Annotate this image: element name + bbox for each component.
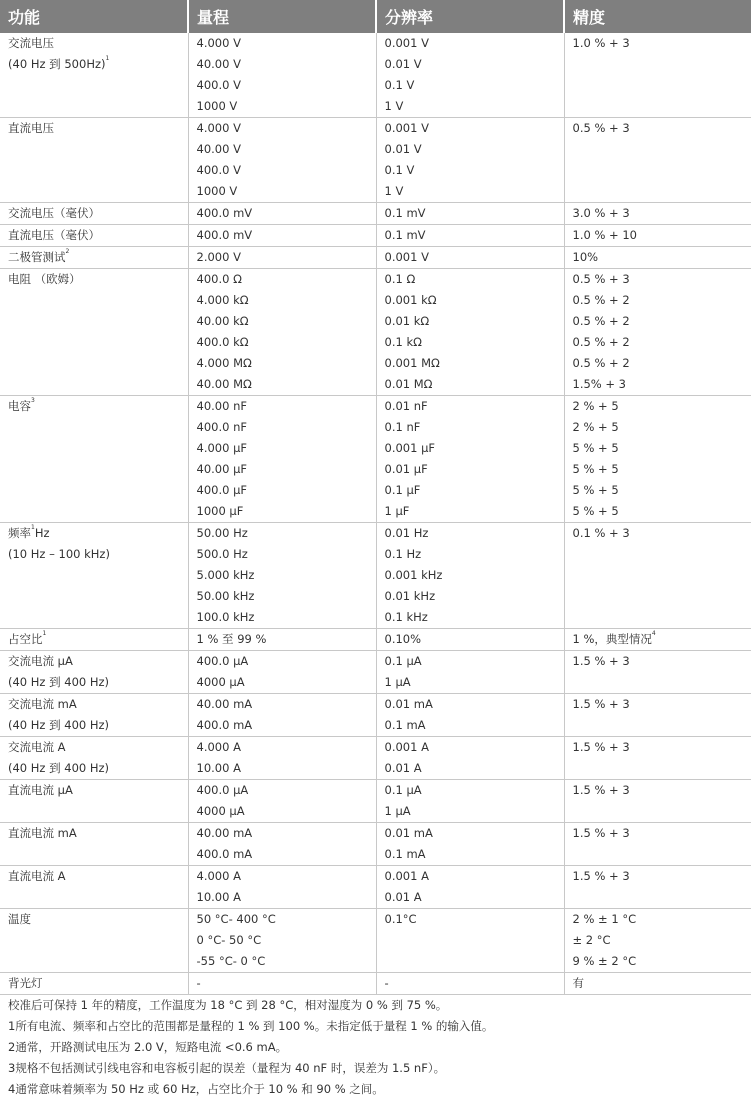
range-value: 400.0 μA <box>197 780 376 801</box>
accuracy-value: 0.5 % + 2 <box>573 353 751 374</box>
function-cell <box>0 780 188 823</box>
resolution-value: 0.001 kHz <box>385 565 564 586</box>
function-value: 直流电流 mA <box>8 823 188 844</box>
table-row <box>0 225 751 247</box>
table-row <box>0 909 751 973</box>
accuracy-value: 5 % + 5 <box>573 438 751 459</box>
range-value: 5.000 kHz <box>197 565 376 586</box>
range-value: 400.0 V <box>197 160 376 181</box>
header-range: 量程 <box>188 0 376 33</box>
resolution-value: 0.01 V <box>385 54 564 75</box>
function-cell <box>0 694 188 737</box>
function-cell <box>0 973 188 995</box>
resolution-value: 1 μF <box>385 501 564 522</box>
range-value: 400.0 μF <box>197 480 376 501</box>
resolution-value: 0.01 nF <box>385 396 564 417</box>
resolution-value: 0.01 Hz <box>385 523 564 544</box>
function-cell <box>0 909 188 973</box>
function-cell <box>0 225 188 247</box>
resolution-value: 0.1 mA <box>385 844 564 865</box>
resolution-cell <box>376 33 564 118</box>
resolution-value: 0.001 V <box>385 118 564 139</box>
footnote: 2通常，开路测试电压为 2.0 V，短路电流 <0.6 mA。 <box>8 1037 751 1058</box>
table-row <box>0 33 751 118</box>
resolution-value: 0.01 kHz <box>385 586 564 607</box>
range-value: 50.00 kHz <box>197 586 376 607</box>
range-value: - <box>197 973 376 994</box>
function-value: 交流电流 μA <box>8 651 188 672</box>
range-cell <box>188 866 376 909</box>
function-value: 直流电压（毫伏） <box>8 225 188 246</box>
resolution-cell <box>376 823 564 866</box>
function-value: 背光灯 <box>8 973 188 994</box>
resolution-value: 1 V <box>385 96 564 117</box>
resolution-cell <box>376 909 564 973</box>
function-value: (10 Hz – 100 kHz) <box>8 544 188 565</box>
range-value: 400.0 V <box>197 75 376 96</box>
accuracy-value: 10% <box>573 247 751 268</box>
range-value: 400.0 kΩ <box>197 332 376 353</box>
resolution-value: 0.001 μF <box>385 438 564 459</box>
table-row <box>0 629 751 651</box>
function-cell <box>0 629 188 651</box>
accuracy-cell <box>564 118 751 203</box>
range-value: 4.000 V <box>197 118 376 139</box>
range-value: 40.00 μF <box>197 459 376 480</box>
range-value: 4.000 A <box>197 866 376 887</box>
spec-body <box>0 33 751 995</box>
table-row <box>0 269 751 396</box>
function-cell <box>0 203 188 225</box>
resolution-value: 0.1 mA <box>385 715 564 736</box>
table-row <box>0 247 751 269</box>
range-value: 400.0 mA <box>197 844 376 865</box>
accuracy-value: 0.5 % + 2 <box>573 332 751 353</box>
accuracy-value: 1.5 % + 3 <box>573 694 751 715</box>
resolution-cell <box>376 269 564 396</box>
table-row <box>0 396 751 523</box>
footnote: 1所有电流、频率和占空比的范围都是量程的 1 % 到 100 %。未指定低于量程 1 % 的输入值。 <box>8 1016 751 1037</box>
accuracy-cell <box>564 203 751 225</box>
range-cell <box>188 737 376 780</box>
function-value: 频率$^1$Hz <box>8 523 188 544</box>
function-cell <box>0 823 188 866</box>
range-value: -55 °C- 0 °C <box>197 951 376 972</box>
accuracy-value: 0.5 % + 2 <box>573 290 751 311</box>
range-value: 100.0 kHz <box>197 607 376 628</box>
function-cell <box>0 247 188 269</box>
function-value: 温度 <box>8 909 188 930</box>
footnote: 3规格不包括测试引线电容和电容板引起的误差（量程为 40 nF 时，误差为 1.5 nF）。 <box>8 1058 751 1079</box>
resolution-value: 0.1 V <box>385 160 564 181</box>
range-cell <box>188 823 376 866</box>
accuracy-value: 5 % + 5 <box>573 459 751 480</box>
accuracy-value: 1 %，典型情况$^4$ <box>573 629 751 650</box>
table-row <box>0 651 751 694</box>
range-value: 40.00 MΩ <box>197 374 376 395</box>
accuracy-value: 1.5 % + 3 <box>573 823 751 844</box>
table-row <box>0 694 751 737</box>
footnote: 校准后可保持 1 年的精度，工作温度为 18 °C 到 28 °C，相对湿度为 0 % 到 75 %。 <box>8 995 751 1016</box>
function-value: 电容$^3$ <box>8 396 188 417</box>
accuracy-value: 1.5 % + 3 <box>573 651 751 672</box>
accuracy-value: 2 % + 5 <box>573 396 751 417</box>
function-cell <box>0 737 188 780</box>
range-value: 4.000 μF <box>197 438 376 459</box>
resolution-cell <box>376 973 564 995</box>
accuracy-value: 0.5 % + 3 <box>573 118 751 139</box>
range-value: 4.000 V <box>197 33 376 54</box>
header-resolution: 分辨率 <box>376 0 564 33</box>
accuracy-value: 1.5 % + 3 <box>573 780 751 801</box>
table-row <box>0 823 751 866</box>
resolution-cell <box>376 396 564 523</box>
range-cell <box>188 651 376 694</box>
range-value: 400.0 μA <box>197 651 376 672</box>
resolution-cell <box>376 523 564 629</box>
resolution-cell <box>376 203 564 225</box>
resolution-value: - <box>385 973 564 994</box>
resolution-value: 1 μA <box>385 672 564 693</box>
accuracy-value: 0.5 % + 3 <box>573 269 751 290</box>
resolution-value: 0.1 μF <box>385 480 564 501</box>
resolution-value: 0.001 V <box>385 247 564 268</box>
function-value: 交流电流 mA <box>8 694 188 715</box>
function-cell <box>0 396 188 523</box>
range-value: 40.00 nF <box>197 396 376 417</box>
function-cell <box>0 866 188 909</box>
function-value: (40 Hz 到 500Hz)$^1$ <box>8 54 188 75</box>
range-value: 1000 V <box>197 96 376 117</box>
resolution-cell <box>376 866 564 909</box>
range-value: 400.0 mV <box>197 225 376 246</box>
table-row <box>0 118 751 203</box>
resolution-value: 0.1 kΩ <box>385 332 564 353</box>
function-cell <box>0 33 188 118</box>
range-value: 10.00 A <box>197 758 376 779</box>
resolution-cell <box>376 694 564 737</box>
range-value: 500.0 Hz <box>197 544 376 565</box>
function-cell <box>0 523 188 629</box>
accuracy-value: 5 % + 5 <box>573 480 751 501</box>
range-value: 1000 V <box>197 181 376 202</box>
accuracy-value: 5 % + 5 <box>573 501 751 522</box>
function-value: 直流电压 <box>8 118 188 139</box>
resolution-cell <box>376 225 564 247</box>
accuracy-value: 有 <box>573 973 751 994</box>
range-value: 40.00 mA <box>197 823 376 844</box>
resolution-value: 0.1 V <box>385 75 564 96</box>
accuracy-value: 1.5 % + 3 <box>573 866 751 887</box>
accuracy-cell <box>564 973 751 995</box>
function-value: (40 Hz 到 400 Hz) <box>8 715 188 736</box>
resolution-cell <box>376 629 564 651</box>
range-value: 50 °C- 400 °C <box>197 909 376 930</box>
header-function: 功能 <box>0 0 188 33</box>
resolution-value: 0.001 V <box>385 33 564 54</box>
accuracy-cell <box>564 737 751 780</box>
range-cell <box>188 909 376 973</box>
function-value: 交流电压 <box>8 33 188 54</box>
resolution-cell <box>376 247 564 269</box>
resolution-cell <box>376 118 564 203</box>
range-cell <box>188 694 376 737</box>
function-value: 占空比$^1$ <box>8 629 188 650</box>
range-value: 50.00 Hz <box>197 523 376 544</box>
resolution-value: 0.01 μF <box>385 459 564 480</box>
resolution-value: 0.001 A <box>385 866 564 887</box>
resolution-value: 0.1°C <box>385 909 564 930</box>
resolution-cell <box>376 651 564 694</box>
range-value: 400.0 Ω <box>197 269 376 290</box>
resolution-value: 0.1 mV <box>385 203 564 224</box>
range-value: 2.000 V <box>197 247 376 268</box>
resolution-value: 0.1 μA <box>385 780 564 801</box>
accuracy-value: 2 % + 5 <box>573 417 751 438</box>
resolution-value: 0.01 A <box>385 758 564 779</box>
range-value: 1 % 至 99 % <box>197 629 376 650</box>
accuracy-cell <box>564 909 751 973</box>
table-row <box>0 737 751 780</box>
function-cell <box>0 118 188 203</box>
accuracy-cell <box>564 225 751 247</box>
range-value: 40.00 kΩ <box>197 311 376 332</box>
accuracy-cell <box>564 629 751 651</box>
range-value: 40.00 mA <box>197 694 376 715</box>
range-cell <box>188 33 376 118</box>
function-value: 电阻 （欧姆） <box>8 269 188 290</box>
range-value: 400.0 nF <box>197 417 376 438</box>
resolution-value: 0.1 Ω <box>385 269 564 290</box>
range-cell <box>188 203 376 225</box>
accuracy-value: 2 % ± 1 °C <box>573 909 751 930</box>
resolution-value: 0.1 mV <box>385 225 564 246</box>
table-row <box>0 780 751 823</box>
resolution-value: 0.01 kΩ <box>385 311 564 332</box>
resolution-value: 0.001 kΩ <box>385 290 564 311</box>
resolution-value: 0.001 MΩ <box>385 353 564 374</box>
accuracy-value: 9 % ± 2 °C <box>573 951 751 972</box>
table-row <box>0 203 751 225</box>
range-value: 4000 μA <box>197 672 376 693</box>
range-value: 4.000 A <box>197 737 376 758</box>
function-value: 交流电压（毫伏） <box>8 203 188 224</box>
function-value: (40 Hz 到 400 Hz) <box>8 672 188 693</box>
range-value: 10.00 A <box>197 887 376 908</box>
range-cell <box>188 973 376 995</box>
resolution-value: 0.1 μA <box>385 651 564 672</box>
accuracy-value: 0.1 % + 3 <box>573 523 751 544</box>
accuracy-value: 1.0 % + 10 <box>573 225 751 246</box>
resolution-value: 0.001 A <box>385 737 564 758</box>
accuracy-cell <box>564 247 751 269</box>
function-cell <box>0 269 188 396</box>
footnotes <box>0 995 751 1100</box>
resolution-value: 0.01 mA <box>385 823 564 844</box>
resolution-cell <box>376 737 564 780</box>
accuracy-cell <box>564 823 751 866</box>
resolution-value: 0.10% <box>385 629 564 650</box>
accuracy-value: 1.5 % + 3 <box>573 737 751 758</box>
resolution-value: 1 μA <box>385 801 564 822</box>
table-row <box>0 523 751 629</box>
range-cell <box>188 780 376 823</box>
function-value: 直流电流 μA <box>8 780 188 801</box>
function-value: 二极管测试$^2$ <box>8 247 188 268</box>
range-value: 400.0 mA <box>197 715 376 736</box>
function-value: (40 Hz 到 400 Hz) <box>8 758 188 779</box>
accuracy-cell <box>564 866 751 909</box>
range-cell <box>188 523 376 629</box>
resolution-value: 0.01 MΩ <box>385 374 564 395</box>
range-cell <box>188 225 376 247</box>
function-cell <box>0 651 188 694</box>
accuracy-cell <box>564 780 751 823</box>
accuracy-cell <box>564 523 751 629</box>
range-value: 40.00 V <box>197 54 376 75</box>
header-accuracy: 精度 <box>564 0 751 33</box>
resolution-value: 0.01 A <box>385 887 564 908</box>
footnote: 4通常意味着频率为 50 Hz 或 60 Hz，占空比介于 10 % 和 90 % 之间。 <box>8 1079 751 1100</box>
range-value: 400.0 mV <box>197 203 376 224</box>
range-value: 4000 μA <box>197 801 376 822</box>
accuracy-value: 1.0 % + 3 <box>573 33 751 54</box>
accuracy-value: ± 2 °C <box>573 930 751 951</box>
table-row <box>0 973 751 995</box>
range-value: 1000 μF <box>197 501 376 522</box>
range-cell <box>188 247 376 269</box>
resolution-cell <box>376 780 564 823</box>
function-value: 直流电流 A <box>8 866 188 887</box>
range-value: 0 °C- 50 °C <box>197 930 376 951</box>
resolution-value: 1 V <box>385 181 564 202</box>
accuracy-cell <box>564 694 751 737</box>
accuracy-cell <box>564 269 751 396</box>
range-cell <box>188 269 376 396</box>
resolution-value: 0.01 mA <box>385 694 564 715</box>
range-cell <box>188 118 376 203</box>
accuracy-value: 0.5 % + 2 <box>573 311 751 332</box>
range-cell <box>188 629 376 651</box>
range-value: 4.000 kΩ <box>197 290 376 311</box>
accuracy-value: 3.0 % + 3 <box>573 203 751 224</box>
accuracy-cell <box>564 651 751 694</box>
function-value: 交流电流 A <box>8 737 188 758</box>
accuracy-cell <box>564 33 751 118</box>
range-value: 40.00 V <box>197 139 376 160</box>
resolution-value: 0.1 nF <box>385 417 564 438</box>
table-row <box>0 866 751 909</box>
range-value: 4.000 MΩ <box>197 353 376 374</box>
accuracy-cell <box>564 396 751 523</box>
resolution-value: 0.01 V <box>385 139 564 160</box>
accuracy-value: 1.5% + 3 <box>573 374 751 395</box>
resolution-value: 0.1 Hz <box>385 544 564 565</box>
resolution-value: 0.1 kHz <box>385 607 564 628</box>
header-row <box>0 0 751 33</box>
range-cell <box>188 396 376 523</box>
